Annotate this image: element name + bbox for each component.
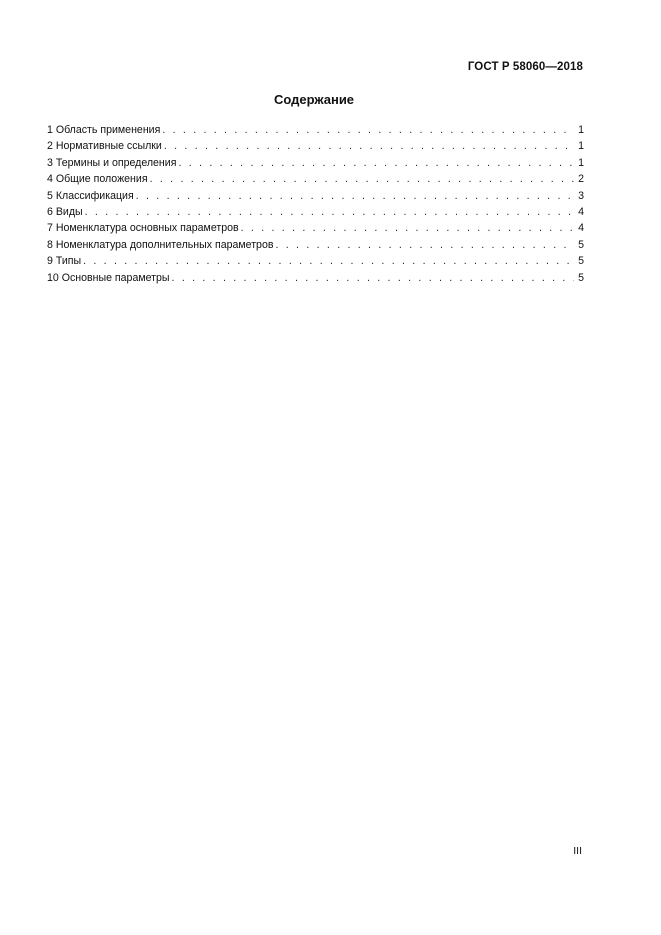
toc-entry-page: 5 <box>578 255 584 268</box>
toc-dot-leader <box>172 270 574 286</box>
toc-dot-leader <box>275 237 574 253</box>
toc-entry[interactable] <box>47 220 584 236</box>
toc-entry[interactable] <box>47 122 584 138</box>
toc-entry-page: 5 <box>578 271 584 284</box>
toc-dot-leader <box>85 204 574 220</box>
page-number: III <box>573 845 582 857</box>
toc-entry-page: 4 <box>578 222 584 235</box>
toc-entry-label: 7 Номенклатура основных параметров <box>47 222 239 235</box>
toc-entry-label: 5 Классификация <box>47 189 134 202</box>
toc-dot-leader <box>83 253 574 269</box>
toc-entry-label: 10 Основные параметры <box>47 271 170 284</box>
toc-entry-label: 2 Нормативные ссылки <box>47 140 162 153</box>
toc-entry-label: 8 Номенклатура дополнительных параметров <box>47 238 274 251</box>
toc-dot-leader <box>136 188 574 204</box>
toc-entry-page: 1 <box>578 140 584 153</box>
toc-entry-label: 4 Общие положения <box>47 173 148 186</box>
toc-dot-leader <box>150 171 574 187</box>
toc-entry[interactable] <box>47 237 584 253</box>
toc-entry[interactable] <box>47 253 584 269</box>
toc-entry-label: 9 Типы <box>47 255 82 268</box>
toc-entry[interactable] <box>47 155 584 171</box>
toc-entry-page: 4 <box>578 205 584 218</box>
toc-entry-page: 3 <box>578 189 584 202</box>
toc-entry-label: 3 Термины и определения <box>47 156 177 169</box>
toc-title: Содержание <box>273 92 355 107</box>
toc-entry[interactable] <box>47 171 584 187</box>
toc-entry[interactable] <box>47 138 584 154</box>
toc-dot-leader <box>241 220 574 236</box>
toc-entry-page: 2 <box>578 173 584 186</box>
toc-entry-label: 1 Область применения <box>47 124 161 136</box>
toc-dot-leader <box>162 122 574 138</box>
toc-entry-label: 6 Виды <box>47 205 83 218</box>
toc-entry-page: 5 <box>578 238 584 251</box>
toc-entry-page: 1 <box>578 156 584 169</box>
toc-entry[interactable] <box>47 270 584 286</box>
toc-entry-page: 1 <box>578 124 584 136</box>
document-code: ГОСТ Р 58060—2018 <box>467 61 583 73</box>
toc-entry[interactable] <box>47 188 584 204</box>
toc-entry[interactable] <box>47 204 584 220</box>
toc-dot-leader <box>164 138 574 154</box>
table-of-contents <box>47 122 584 286</box>
toc-dot-leader <box>178 155 574 171</box>
